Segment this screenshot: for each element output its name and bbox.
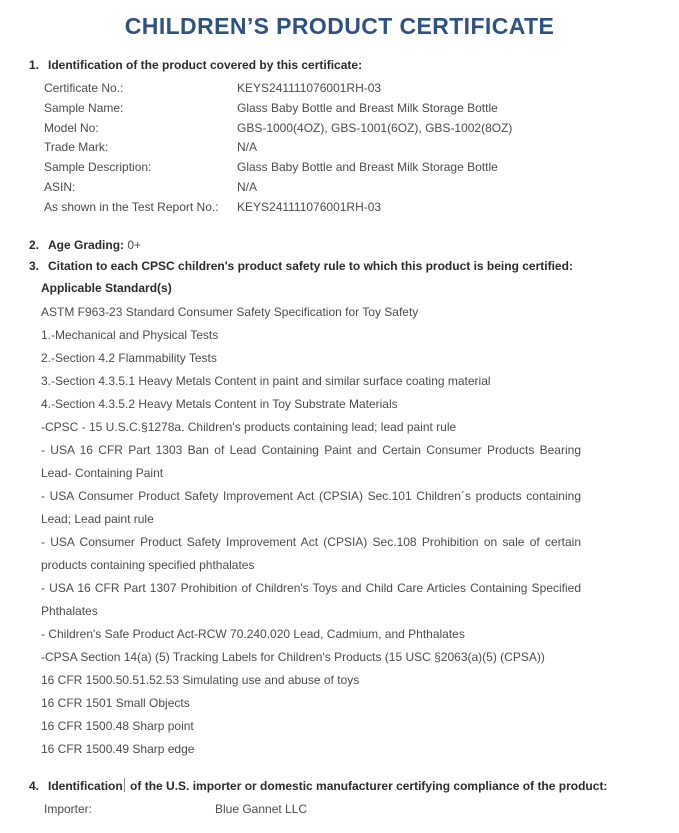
section2-heading-text: Age Grading:	[48, 237, 125, 252]
field-row-sample-description	[44, 158, 650, 178]
standard-item: - USA 16 CFR Part 1303 Ban of Lead Containing Paint and Certain Consumer Products Bearing Lead- Containing Paint	[41, 442, 581, 480]
product-identification-fields	[44, 79, 650, 218]
field-label: ASIN:	[44, 179, 76, 194]
field-label: Trade Mark:	[44, 140, 109, 155]
page-title: CHILDREN’S PRODUCT CERTIFICATE	[124, 13, 555, 39]
field-value: KEYS241111076001RH-03	[237, 199, 382, 214]
standard-item: - USA 16 CFR Part 1307 Prohibition of Children's Toys and Child Care Articles Containing Specified Phthalates	[41, 580, 581, 618]
field-row-test-report-no	[44, 198, 650, 218]
standard-item: - Children's Safe Product Act-RCW 70.240.020 Lead, Cadmium, and Phthalates	[41, 626, 465, 641]
field-label: Importer:	[44, 801, 93, 816]
field-value: N/A	[237, 179, 258, 194]
field-value: Glass Baby Bottle and Breast Milk Storage Bottle	[237, 100, 498, 115]
standard-item: ASTM F963-23 Standard Consumer Safety Specification for Toy Safety	[41, 304, 419, 319]
field-label: As shown in the Test Report No.:	[44, 199, 219, 214]
section4-heading-text-before-caret: Identification	[48, 778, 123, 793]
field-label: Sample Name:	[44, 100, 124, 115]
field-value: GBS-1000(4OZ), GBS-1001(6OZ), GBS-1002(8OZ)	[237, 120, 513, 135]
section4-number: 4.	[29, 778, 40, 793]
section3-heading-text: Citation to each CPSC children's product safety rule to which this product is being certified:	[48, 258, 573, 273]
standard-item: - USA Consumer Product Safety Improvement Act (CPSIA) Sec.101 Children´s products containing Lead; Lead paint rule	[41, 488, 581, 526]
standard-item: 2.-Section 4.2 Flammability Tests	[41, 350, 217, 365]
section4-heading	[29, 775, 650, 798]
field-row-importer	[44, 800, 650, 820]
standard-item: 16 CFR 1501 Small Objects	[41, 695, 190, 710]
standard-item: 16 CFR 1500.48 Sharp point	[41, 718, 194, 733]
applicable-standards-subheading: Applicable Standard(s)	[41, 280, 172, 295]
field-label: Certificate No.:	[44, 81, 124, 95]
section3-heading	[29, 256, 650, 277]
field-row-trade-mark	[44, 138, 650, 158]
age-grading-value: 0+	[127, 237, 142, 252]
field-row-sample-name	[44, 99, 650, 119]
standard-item: 3.-Section 4.3.5.1 Heavy Metals Content in paint and similar surface coating material	[41, 373, 491, 388]
section1-heading-text: Identification of the product covered by this certificate:	[48, 58, 363, 72]
standard-item: 16 CFR 1500.50.51.52.53 Simulating use and abuse of toys	[41, 672, 360, 687]
section2-heading	[29, 235, 650, 256]
section1-number: 1.	[29, 58, 40, 72]
field-row-certificate-no	[44, 79, 650, 99]
section3-number: 3.	[29, 258, 40, 273]
field-value: Blue Gannet LLC	[215, 801, 308, 816]
field-row-model-no	[44, 119, 650, 139]
field-value: Glass Baby Bottle and Breast Milk Storage Bottle	[237, 160, 498, 175]
field-label: Sample Description:	[44, 160, 152, 175]
standards-list	[41, 301, 581, 761]
standard-item: 4.-Section 4.3.5.2 Heavy Metals Content in Toy Substrate Materials	[41, 396, 398, 411]
section1-heading	[29, 55, 650, 76]
field-row-asin	[44, 178, 650, 198]
field-label: Model No:	[44, 120, 99, 135]
section2-number: 2.	[29, 237, 40, 252]
field-value: N/A	[237, 140, 258, 155]
standard-item: -CPSC - 15 U.S.C.§1278a. Children's products containing lead; lead paint rule	[41, 419, 457, 434]
standard-item: -CPSA Section 14(a) (5) Tracking Labels for Children's Products (15 USC §2063(a)(5) (CPSA))	[41, 649, 545, 664]
standard-item: 16 CFR 1500.49 Sharp edge	[41, 741, 195, 756]
text-caret	[124, 778, 125, 792]
standard-item: - USA Consumer Product Safety Improvement Act (CPSIA) Sec.108 Prohibition on sale of certain products containing specified phthalates	[41, 534, 581, 572]
field-value: KEYS241111076001RH-03	[237, 81, 382, 95]
section4-heading-text-after-caret: of the U.S. importer or domestic manufacturer certifying compliance of the product:	[130, 778, 608, 793]
standard-item: 1.-Mechanical and Physical Tests	[41, 327, 219, 342]
importer-fields	[44, 800, 650, 820]
